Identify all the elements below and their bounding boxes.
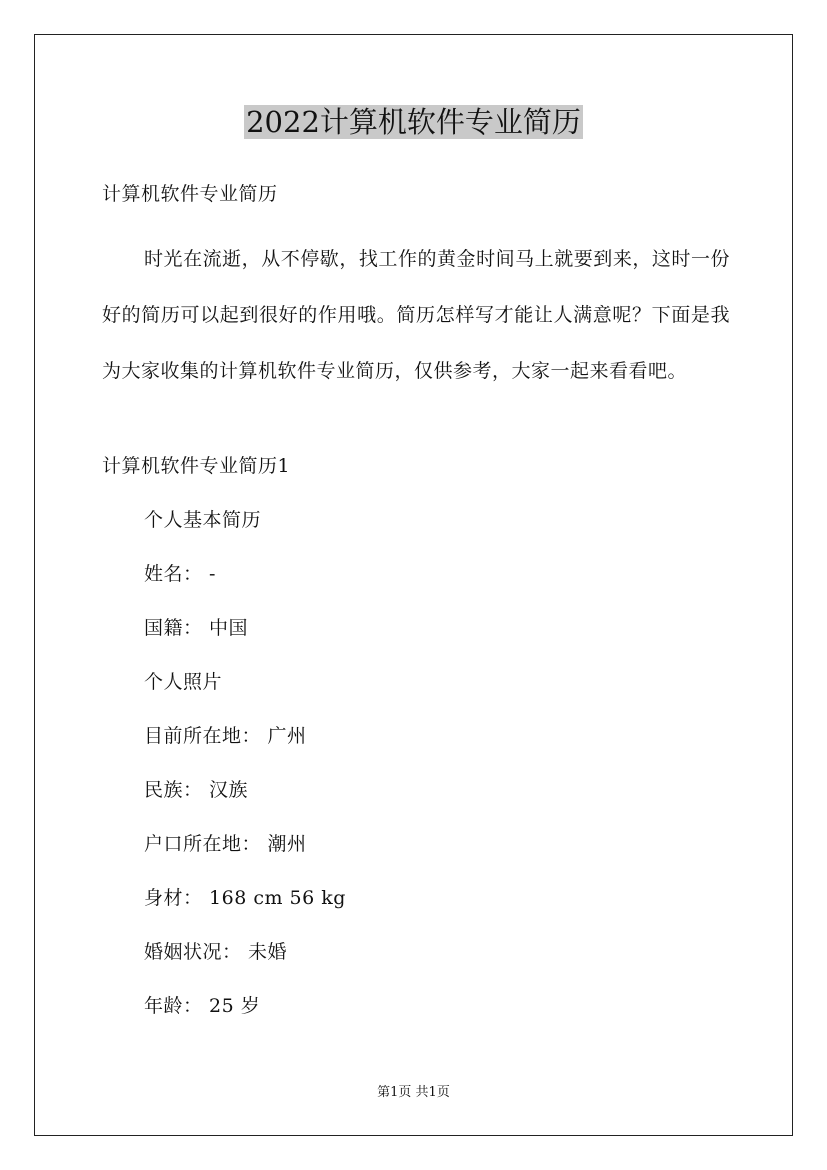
info-item-physique: 身材： 168 cm 56 kg [144, 887, 346, 909]
info-item-ethnicity: 民族： 汉族 [144, 779, 249, 801]
intro-paragraph: 时光在流逝，从不停歇，找工作的黄金时间马上就要到来，这时一份好的简历可以起到很好的作用哦。简历怎样写才能让人满意呢？下面是我为大家收集的计算机软件专业简历，仅供参考，大家一起来看看吧。 [102, 248, 730, 382]
info-item-hukou: 户口所在地： 潮州 [144, 833, 307, 855]
info-item-name: 姓名： - [144, 563, 216, 585]
info-item-basic-resume: 个人基本简历 [144, 509, 262, 531]
document-title: 2022计算机软件专业简历 [246, 105, 581, 139]
section-heading: 计算机软件专业简历1 [102, 455, 291, 477]
info-item-photo: 个人照片 [144, 671, 223, 693]
page-footer: 第1页 共1页 [377, 1085, 450, 1100]
info-item-nationality: 国籍： 中国 [144, 617, 249, 639]
info-item-marital-status: 婚姻状况： 未婚 [144, 941, 288, 963]
subtitle: 计算机软件专业简历 [102, 183, 278, 205]
info-item-location: 目前所在地： 广州 [144, 725, 307, 747]
info-item-age: 年龄： 25 岁 [144, 995, 261, 1017]
